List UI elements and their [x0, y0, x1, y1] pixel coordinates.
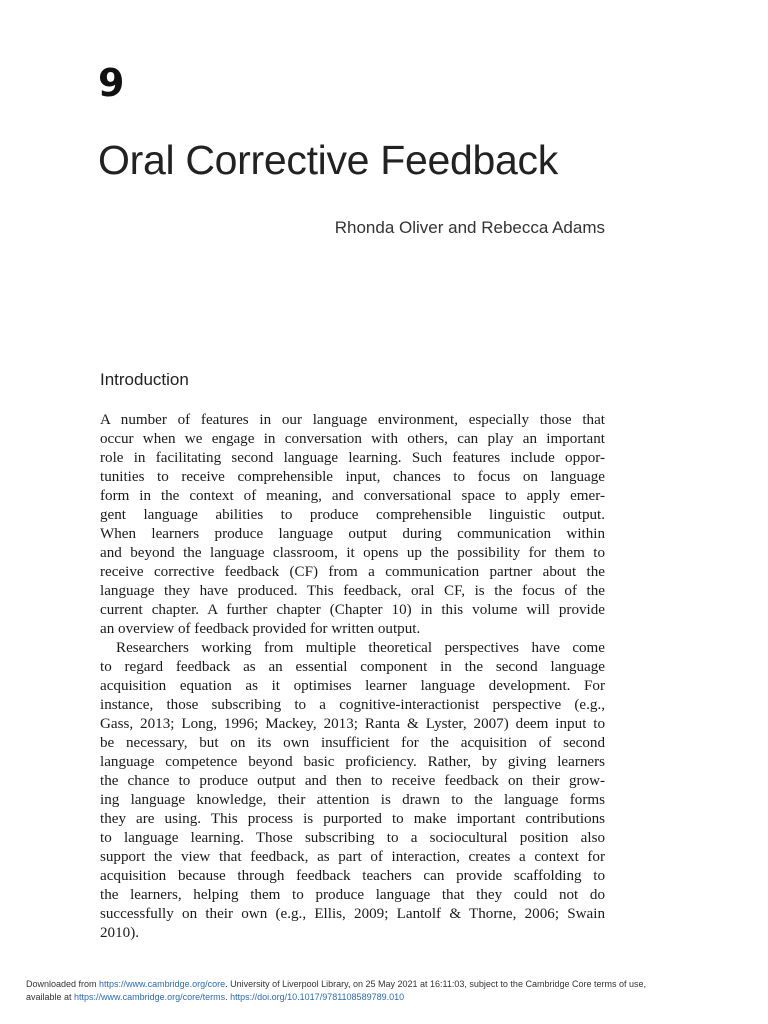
footer-line2-prefix: available at [26, 992, 75, 1002]
body-line: language competence beyond basic proficiency. Rather, by giving learners [100, 754, 605, 770]
body-line: to language learning. Those subscribing to a sociocultural position also [100, 830, 605, 846]
body-line: language they have produced. This feedback, oral CF, is the focus of the [100, 583, 605, 599]
body-line: acquisition equation as it optimises learner language development. For [100, 678, 605, 694]
body-line: be necessary, but on its own insufficient for the acquisition of second [100, 735, 605, 751]
body-line: the chance to produce output and then to receive feedback on their grow- [100, 773, 605, 789]
footer-line-2 [26, 991, 746, 1004]
body-line: successfully on their own (e.g., Ellis, 2009; Lantolf & Thorne, 2006; Swain [100, 906, 605, 922]
body-line: 2010). [100, 925, 139, 941]
body-text [100, 411, 605, 943]
footer-middle: . University of Liverpool Library, on 25 May 2021 at 16:11:03, subject to the Cambridge Core terms of use, [225, 979, 646, 989]
footer-line-1 [26, 978, 746, 991]
body-line: an overview of feedback provided for written output. [100, 621, 421, 637]
body-line: instance, those subscribing to a cognitive-interactionist perspective (e.g., [100, 697, 605, 713]
footer-separator: . [225, 992, 231, 1002]
download-footer [26, 978, 746, 1004]
cambridge-core-link[interactable]: https://www.cambridge.org/core [99, 979, 226, 989]
body-line: occur when we engage in conversation with others, can play an important [100, 431, 605, 447]
body-line: role in facilitating second language learning. Such features include oppor- [100, 450, 605, 466]
body-line: support the view that feedback, as part of interaction, creates a context for [100, 849, 605, 865]
body-line: receive corrective feedback (CF) from a communication partner about the [100, 564, 605, 580]
body-line: the learners, helping them to produce language that they could not do [100, 887, 605, 903]
chapter-authors: Rhonda Oliver and Rebecca Adams [334, 218, 605, 237]
body-line: A number of features in our language environment, especially those that [100, 412, 605, 428]
body-line: and beyond the language classroom, it opens up the possibility for them to [100, 545, 605, 561]
terms-link[interactable]: https://www.cambridge.org/core/terms [74, 992, 226, 1002]
body-line: gent language abilities to produce comprehensible linguistic output. [100, 507, 605, 523]
body-line: When learners produce language output during communication within [100, 526, 605, 542]
body-line: ing language knowledge, their attention is drawn to the language forms [100, 792, 605, 808]
body-line: acquisition because through feedback teachers can provide scaffolding to [100, 868, 605, 884]
body-line: Researchers working from multiple theoretical perspectives have come [116, 640, 605, 656]
chapter-number: 9 [98, 61, 125, 105]
body-line: they are using. This process is purported to make important contributions [100, 811, 605, 827]
body-line: form in the context of meaning, and conversational space to apply emer- [100, 488, 605, 504]
footer-prefix: Downloaded from [26, 979, 100, 989]
body-line: tunities to receive comprehensible input, chances to focus on language [100, 469, 605, 485]
section-heading: Introduction [100, 370, 189, 389]
body-line: Gass, 2013; Long, 1996; Mackey, 2013; Ranta & Lyster, 2007) deem input to [100, 716, 605, 732]
chapter-title: Oral Corrective Feedback [98, 137, 558, 183]
body-line: current chapter. A further chapter (Chapter 10) in this volume will provide [100, 602, 605, 618]
doi-link[interactable]: https://doi.org/10.1017/9781108589789.010 [230, 992, 405, 1002]
body-line: to regard feedback as an essential component in the second language [100, 659, 605, 675]
